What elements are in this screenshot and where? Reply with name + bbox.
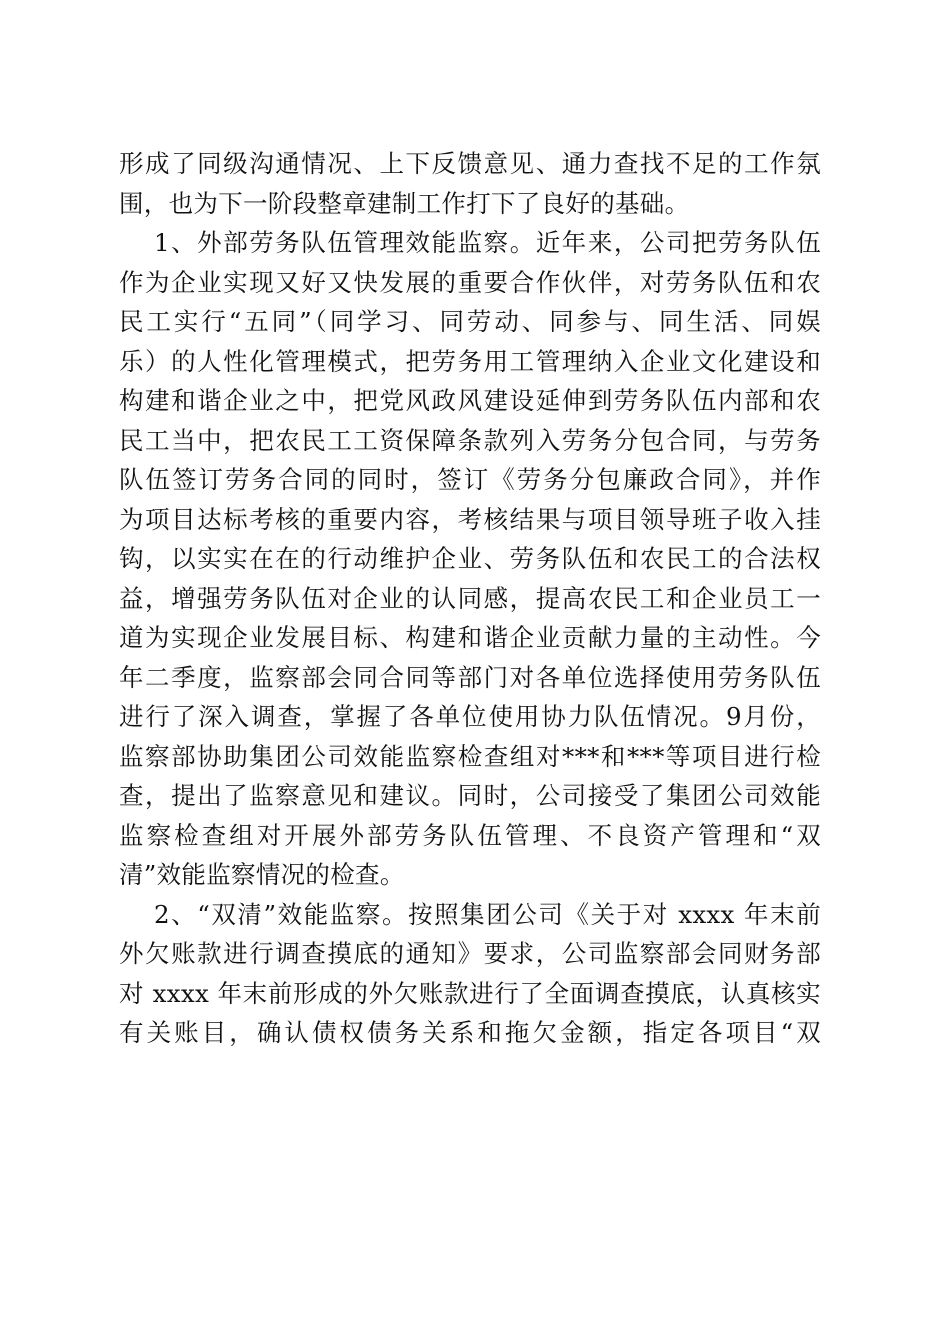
text-line: 外欠账款进行调查摸底的通知》要求，公司监察部会同财务部	[119, 939, 821, 968]
text-line: 乐）的人性化管理模式，把劳务用工管理纳入企业文化建设和	[119, 346, 821, 376]
text-line: 对 xxxx 年末前形成的外欠账款进行了全面调查摸底，认真核实	[119, 978, 821, 1008]
text-line: 为项目达标考核的重要内容，考核结果与项目领导班子收入挂	[119, 504, 821, 534]
text-line: 围，也为下一阶段整章建制工作打下了良好的基础。	[119, 188, 690, 218]
text-line: 2、“双清”效能监察。按照集团公司《关于对 xxxx 年末前	[154, 899, 821, 929]
text-line: 构建和谐企业之中，把党风政风建设延伸到劳务队伍内部和农	[119, 386, 821, 415]
text-line: 道为实现企业发展目标、构建和谐企业贡献力量的主动性。今	[119, 623, 821, 652]
paragraph-continuation	[119, 144, 821, 223]
text-line: 1、外部劳务队伍管理效能监察。近年来，公司把劳务队伍	[154, 228, 821, 257]
text-line: 民工实行“五同”（同学习、同劳动、同参与、同生活、同娱	[119, 307, 821, 336]
text-line: 队伍签订劳务合同的同时，签订《劳务分包廉政合同》，并作	[119, 465, 821, 494]
paragraph-labor-team-supervision	[119, 223, 821, 895]
text-line: 钩，以实实在在的行动维护企业、劳务队伍和农民工的合法权	[119, 544, 821, 573]
text-line: 清”效能监察情况的检查。	[119, 860, 405, 889]
text-line: 监察部协助集团公司效能监察检查组对***和***等项目进行检	[119, 741, 821, 771]
text-line: 查，提出了监察意见和建议。同时，公司接受了集团公司效能	[119, 781, 821, 810]
text-line: 形成了同级沟通情况、上下反馈意见、通力查找不足的工作氛	[119, 149, 821, 178]
text-line: 益，增强劳务队伍对企业的认同感，提高农民工和企业员工一	[119, 583, 821, 613]
document-body	[119, 144, 821, 1053]
text-line: 民工当中，把农民工工资保障条款列入劳务分包合同，与劳务	[119, 425, 821, 455]
text-line: 监察检查组对开展外部劳务队伍管理、不良资产管理和“双	[119, 820, 821, 850]
text-line: 有关账目，确认债权债务关系和拖欠金额，指定各项目“双	[119, 1018, 821, 1047]
text-line: 作为企业实现又好又快发展的重要合作伙伴，对劳务队伍和农	[119, 267, 821, 297]
text-line: 年二季度，监察部会同合同等部门对各单位选择使用劳务队伍	[119, 662, 821, 692]
paragraph-double-clearing-supervision	[119, 895, 821, 1053]
text-line: 进行了深入调查，掌握了各单位使用协力队伍情况。9月份，	[119, 702, 821, 731]
